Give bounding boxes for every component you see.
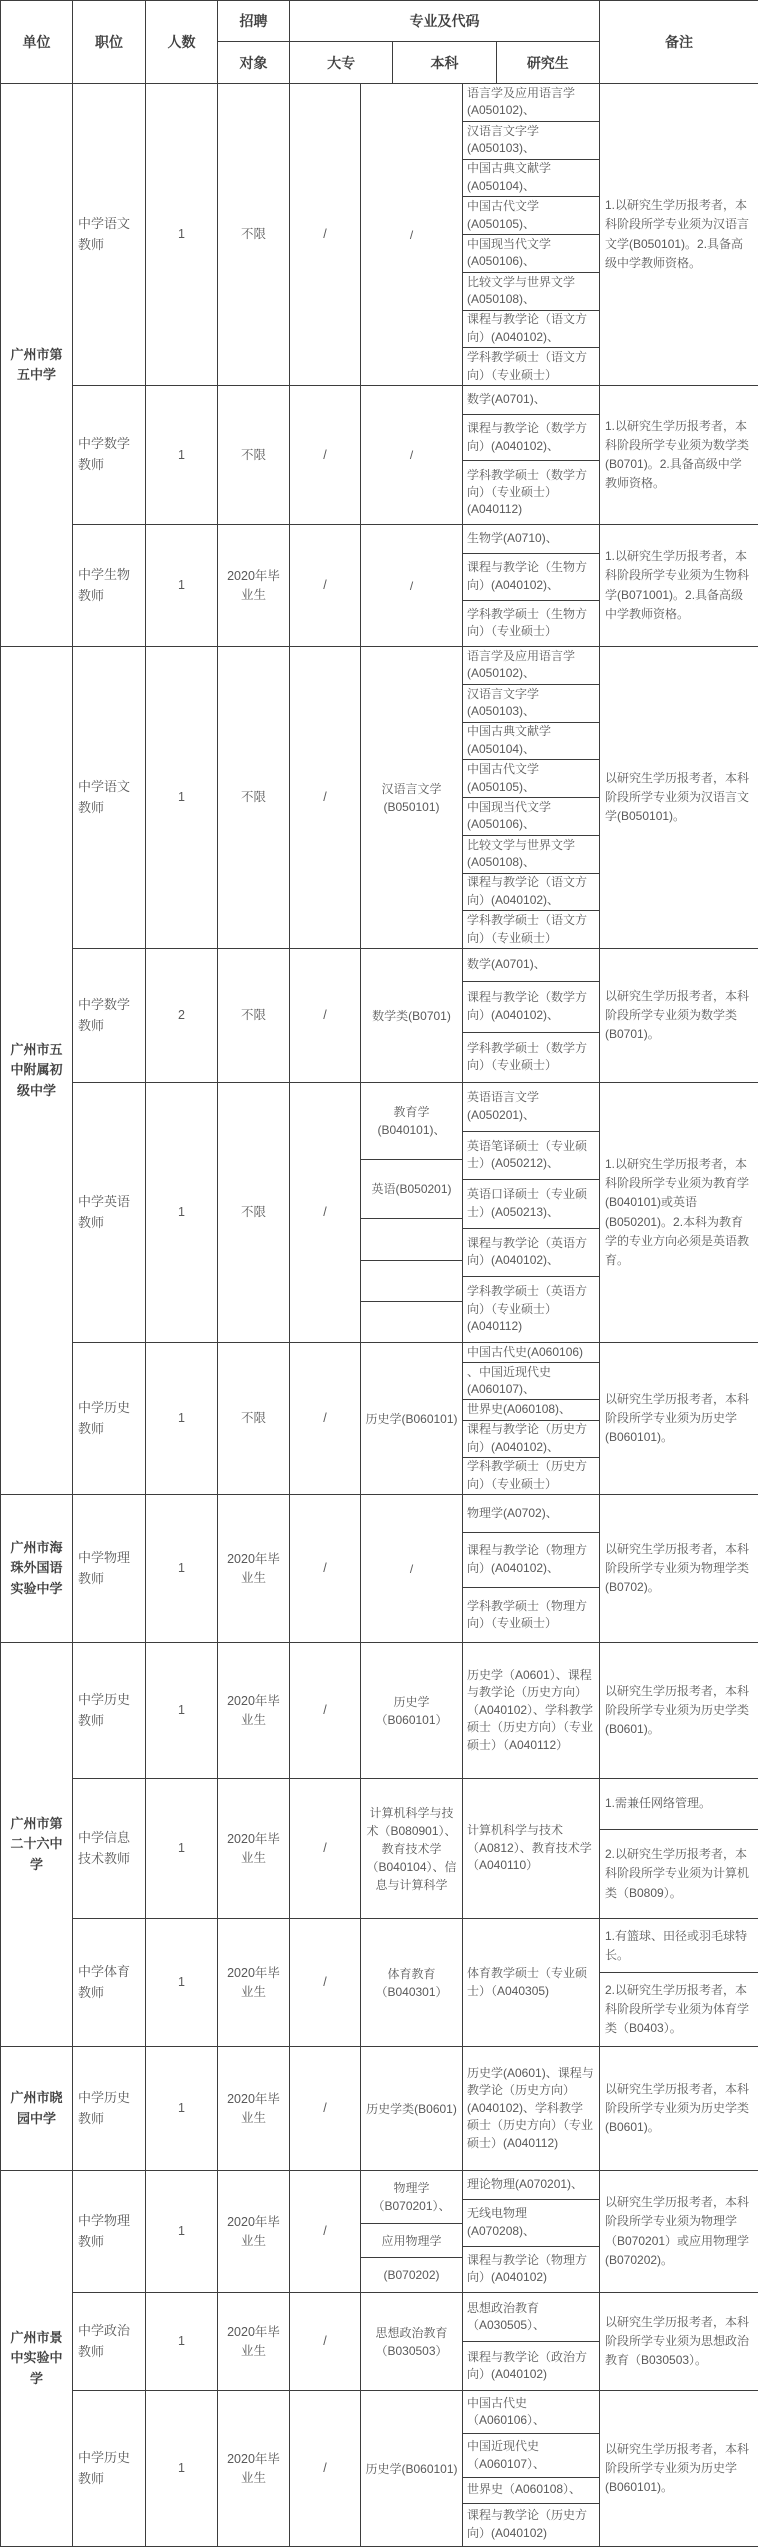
benke-cell <box>361 2293 463 2391</box>
count-cell: 1 <box>146 647 218 949</box>
position-cell: 中学政治教师 <box>73 2293 146 2391</box>
header-unit: 单位 <box>1 1 73 84</box>
count-cell: 1 <box>146 525 218 647</box>
dazhuan-cell: / <box>290 1083 361 1343</box>
yanjiusheng-item: 汉语言文字学(A050103)、 <box>463 122 599 160</box>
remark-item: 1.以研究生学历报考者，本科阶段所学专业须为教育学(B040101)或英语(B050201)。2.本科为教育学的专业方向必须是英语教育。 <box>605 1156 750 1267</box>
benke-cell <box>361 1779 463 1919</box>
yanjiusheng-item: 中国古代文学(A050105)、 <box>463 760 599 798</box>
remark-cell <box>600 949 758 1083</box>
remark-cell <box>600 2391 758 2547</box>
yanjiusheng-cell <box>463 1495 600 1643</box>
yanjiusheng-item: 数学(A0701)、 <box>463 949 599 982</box>
job-row <box>73 2391 758 2547</box>
job-row <box>73 1643 758 1779</box>
benke-cell <box>361 1343 463 1495</box>
target-cell: 不限 <box>218 949 290 1083</box>
job-row <box>73 1083 758 1343</box>
remark-item: 1.以研究生学历报考者，本科阶段所学专业须为数学类(B0701)。2.具备高级中学教师资格。 <box>605 418 750 491</box>
remark-item: 1.以研究生学历报考者，本科阶段所学专业须为生物科学(B071001)。2.具备高级中学教师资格。 <box>605 549 750 621</box>
yanjiusheng-cell <box>463 2047 600 2171</box>
dazhuan-cell: / <box>290 2171 361 2293</box>
remark-cell <box>600 1083 758 1343</box>
dazhuan-cell: / <box>290 2047 361 2171</box>
position-cell: 中学信息技术教师 <box>73 1779 146 1919</box>
position-cell: 中学历史教师 <box>73 2047 146 2171</box>
school-rows <box>73 1643 758 2047</box>
target-cell: 2020年毕业生 <box>218 1495 290 1643</box>
benke-cell <box>361 1919 463 2047</box>
remark-cell <box>600 2047 758 2171</box>
job-row <box>73 525 758 647</box>
dazhuan-cell: / <box>290 2293 361 2391</box>
yanjiusheng-item: 生物学(A0710)、 <box>463 525 599 554</box>
target-cell: 2020年毕业生 <box>218 525 290 647</box>
benke-cell <box>361 525 463 647</box>
target-cell: 2020年毕业生 <box>218 2391 290 2547</box>
yanjiusheng-item: 比较文学与世界文学(A050108)、 <box>463 836 599 874</box>
yanjiusheng-item: 学科教学硕士（数学方向）（专业硕士） <box>467 1040 588 1073</box>
position-cell: 中学数学教师 <box>73 949 146 1083</box>
job-row <box>73 1495 758 1643</box>
benke-item: 历史学(B060101) <box>365 2461 458 2476</box>
yanjiusheng-item: 课程与教学论（数学方向）(A040102)、 <box>463 415 599 461</box>
yanjiusheng-cell <box>463 386 600 525</box>
count-cell: 1 <box>146 1083 218 1343</box>
benke-cell <box>361 84 463 386</box>
header-major-group <box>290 1 600 84</box>
yanjiusheng-cell <box>463 949 600 1083</box>
unit-cell: 广州市海珠外国语实验中学 <box>1 1495 73 1643</box>
header-recruit-target: 对象 <box>218 42 290 84</box>
target-cell: 2020年毕业生 <box>218 1643 290 1779</box>
remark-cell <box>600 1919 758 2047</box>
job-row <box>73 2047 758 2171</box>
benke-cell <box>361 2391 463 2547</box>
yanjiusheng-cell <box>463 1343 600 1495</box>
remark-item: 以研究生学历报考者，本科阶段所学专业须为汉语言文学(B050101)。 <box>605 770 750 824</box>
yanjiusheng-item: 课程与教学论（历史方向）(A040102) <box>467 2508 588 2540</box>
yanjiusheng-item: 体育教学硕士（专业硕士）（A040305) <box>467 1966 588 1998</box>
benke-item <box>361 1261 462 1302</box>
target-cell: 不限 <box>218 647 290 949</box>
remark-cell <box>600 386 758 525</box>
remark-item: 1.以研究生学历报考者，本科阶段所学专业须为汉语言文学(B050101)。2.具备高级中学教师资格。 <box>605 198 750 270</box>
yanjiusheng-item: 中国现当代文学(A050106)、 <box>463 235 599 273</box>
remark-item: 1.有篮球、田径或羽毛球特长。 <box>600 1919 758 1973</box>
yanjiusheng-item: 物理学(A0702)、 <box>463 1495 599 1533</box>
benke-item: 英语(B050201) <box>361 1160 462 1219</box>
header-dazhuan: 大专 <box>290 42 393 84</box>
count-cell: 1 <box>146 84 218 386</box>
yanjiusheng-item: 数学(A0701)、 <box>463 386 599 415</box>
yanjiusheng-item: 课程与教学论（语文方向）(A040102)、 <box>463 874 599 912</box>
yanjiusheng-cell <box>463 1083 600 1343</box>
yanjiusheng-item: 学科教学硕士（数学方向）（专业硕士）(A040112) <box>467 467 588 517</box>
yanjiusheng-item: 汉语言文字学(A050103)、 <box>463 685 599 723</box>
count-cell: 1 <box>146 2391 218 2547</box>
target-cell: 2020年毕业生 <box>218 2293 290 2391</box>
header-position: 职位 <box>73 1 146 84</box>
position-cell: 中学历史教师 <box>73 2391 146 2547</box>
yanjiusheng-item: 课程与教学论（物理方向）(A040102) <box>467 2252 588 2285</box>
yanjiusheng-item: 课程与教学论（政治方向）(A040102) <box>467 2349 588 2381</box>
position-cell: 中学体育教师 <box>73 1919 146 2047</box>
yanjiusheng-cell <box>463 2171 600 2293</box>
benke-cell <box>361 647 463 949</box>
yanjiusheng-item: 课程与教学论（历史方向）(A040102)、 <box>463 1421 599 1458</box>
job-row <box>73 647 758 949</box>
benke-cell <box>361 2171 463 2293</box>
benke-item: / <box>409 1561 414 1576</box>
yanjiusheng-item: 课程与教学论（语文方向）(A040102)、 <box>463 311 599 349</box>
yanjiusheng-cell <box>463 2293 600 2391</box>
benke-item: 数学类(B0701) <box>372 1008 451 1023</box>
count-cell: 1 <box>146 1343 218 1495</box>
position-cell: 中学英语教师 <box>73 1083 146 1343</box>
remark-item: 以研究生学历报考者，本科阶段所学专业须为历史学(B060101)。 <box>605 2441 750 2495</box>
yanjiusheng-cell <box>463 647 600 949</box>
unit-cell: 广州市晓园中学 <box>1 2047 73 2171</box>
benke-item: / <box>409 448 414 462</box>
header-major-sub-row <box>290 42 600 84</box>
remark-cell <box>600 2171 758 2293</box>
school-rows <box>73 647 758 1495</box>
count-cell: 1 <box>146 1779 218 1919</box>
dazhuan-cell: / <box>290 1643 361 1779</box>
dazhuan-cell: / <box>290 1343 361 1495</box>
dazhuan-cell: / <box>290 1779 361 1919</box>
benke-item: 思想政治教育（B030503） <box>375 2325 448 2358</box>
yanjiusheng-item: 思想政治教育（A030505）、 <box>463 2293 599 2342</box>
yanjiusheng-item: 课程与教学论（生物方向）(A040102)、 <box>463 554 599 600</box>
header-major-and-code: 专业及代码 <box>290 1 600 42</box>
school-rows <box>73 2047 758 2171</box>
table-body <box>1 84 758 2547</box>
dazhuan-cell: / <box>290 1919 361 2047</box>
yanjiusheng-item: 英语语言文学(A050201)、 <box>463 1083 599 1132</box>
count-cell: 1 <box>146 2047 218 2171</box>
dazhuan-cell: / <box>290 1495 361 1643</box>
yanjiusheng-item: 世界史(A060108)、 <box>463 1400 599 1420</box>
school-rows <box>73 2171 758 2547</box>
remark-cell <box>600 2293 758 2391</box>
benke-cell <box>361 949 463 1083</box>
dazhuan-cell: / <box>290 84 361 386</box>
benke-item: 体育教育（B040301） <box>375 1966 448 1999</box>
dazhuan-cell: / <box>290 386 361 525</box>
target-cell: 不限 <box>218 1083 290 1343</box>
benke-item: / <box>409 227 414 242</box>
benke-item <box>361 1302 462 1342</box>
benke-cell <box>361 386 463 525</box>
benke-cell <box>361 1643 463 1779</box>
yanjiusheng-item: 课程与教学论（英语方向）(A040102)、 <box>463 1229 599 1278</box>
dazhuan-cell: / <box>290 525 361 647</box>
yanjiusheng-cell <box>463 1643 600 1779</box>
count-cell: 1 <box>146 2293 218 2391</box>
count-cell: 1 <box>146 1919 218 2047</box>
job-row <box>73 2171 758 2293</box>
school-block <box>1 1643 758 2047</box>
benke-item: 历史学（B060101） <box>375 1694 448 1727</box>
remark-item: 以研究生学历报考者，本科阶段所学专业须为历史学(B060101)。 <box>605 1391 750 1445</box>
yanjiusheng-item: 语言学及应用语言学(A050102)、 <box>463 84 599 122</box>
school-block <box>1 2171 758 2547</box>
target-cell: 不限 <box>218 386 290 525</box>
dazhuan-cell: / <box>290 2391 361 2547</box>
yanjiusheng-item: 中国古典文献学(A050104)、 <box>463 723 599 761</box>
header-benke: 本科 <box>393 42 496 84</box>
school-rows <box>73 1495 758 1643</box>
target-cell: 2020年毕业生 <box>218 1779 290 1919</box>
job-row <box>73 386 758 525</box>
school-rows <box>73 84 758 647</box>
remark-cell <box>600 84 758 386</box>
yanjiusheng-cell <box>463 84 600 386</box>
dazhuan-cell: / <box>290 949 361 1083</box>
yanjiusheng-item: 中国古代史(A060106) <box>463 1343 599 1363</box>
position-cell: 中学历史教师 <box>73 1343 146 1495</box>
job-row <box>73 84 758 386</box>
header-count: 人数 <box>146 1 218 84</box>
yanjiusheng-item: 中国近现代史（A060107）、 <box>463 2434 599 2477</box>
yanjiusheng-item: 课程与教学论（物理方向）(A040102)、 <box>463 1533 599 1588</box>
yanjiusheng-item: 课程与教学论（数学方向）(A040102)、 <box>463 982 599 1032</box>
job-row <box>73 1779 758 1919</box>
school-block <box>1 84 758 647</box>
yanjiusheng-item: 比较文学与世界文学(A050108)、 <box>463 273 599 311</box>
yanjiusheng-item: 历史学（A0601）、课程与教学论（历史方向）（A040102）、学科教学硕士（历史方向）（专业硕士）（A040112） <box>467 1668 594 1752</box>
benke-item: 物理学（B070201）、 <box>361 2171 462 2224</box>
yanjiusheng-cell <box>463 1779 600 1919</box>
count-cell: 1 <box>146 1643 218 1779</box>
unit-cell: 广州市第五中学 <box>1 84 73 647</box>
remark-item: 2.以研究生学历报考者，本科阶段所学专业须为计算机类（B0809）。 <box>605 1847 750 1900</box>
yanjiusheng-item: 理论物理(A070201)、 <box>463 2171 599 2200</box>
benke-item: 应用物理学 <box>361 2224 462 2259</box>
position-cell: 中学语文教师 <box>73 647 146 949</box>
yanjiusheng-item: 中国古代文学(A050105)、 <box>463 197 599 235</box>
remark-item: 以研究生学历报考者，本科阶段所学专业须为物理学类(B0702)。 <box>605 1541 750 1595</box>
unit-cell: 广州市景中实验中学 <box>1 2171 73 2547</box>
dazhuan-cell: / <box>290 647 361 949</box>
job-row <box>73 949 758 1083</box>
benke-item: 历史学类(B0601) <box>366 2101 457 2116</box>
benke-cell <box>361 1495 463 1643</box>
position-cell: 中学物理教师 <box>73 2171 146 2293</box>
school-block <box>1 2047 758 2171</box>
yanjiusheng-item: 历史学(A0601)、课程与教学论（历史方向）(A040102)、学科教学硕士（历史方向）（专业硕士）(A040112) <box>467 2066 594 2150</box>
remark-cell <box>600 1779 758 1919</box>
target-cell: 2020年毕业生 <box>218 2047 290 2171</box>
count-cell: 1 <box>146 1495 218 1643</box>
remark-item: 以研究生学历报考者，本科阶段所学专业须为数学类(B0701)。 <box>605 988 750 1042</box>
position-cell: 中学历史教师 <box>73 1643 146 1779</box>
header-remark: 备注 <box>600 1 758 84</box>
count-cell: 1 <box>146 2171 218 2293</box>
benke-item: 计算机科学与技术（B080901）、教育技术学（B040104）、信息与计算科学 <box>366 1805 457 1892</box>
table-header <box>1 1 758 84</box>
yanjiusheng-item: 计算机科学与技术（A0812）、教育技术学（A040110） <box>467 1823 592 1873</box>
yanjiusheng-item: 学科教学硕士（英语方向）（专业硕士）(A040112) <box>467 1284 588 1334</box>
remark-cell <box>600 1643 758 1779</box>
remark-cell <box>600 647 758 949</box>
school-block <box>1 1495 758 1643</box>
benke-item: / <box>409 578 414 593</box>
position-cell: 中学生物教师 <box>73 525 146 647</box>
remark-item: 以研究生学历报考者，本科阶段所学专业须为历史学类(B0601)。 <box>605 1683 750 1737</box>
benke-cell <box>361 1083 463 1343</box>
yanjiusheng-item: 英语口译硕士（专业硕士）(A050213)、 <box>463 1180 599 1229</box>
remark-cell <box>600 1343 758 1495</box>
yanjiusheng-cell <box>463 1919 600 2047</box>
remark-item: 2.以研究生学历报考者，本科阶段所学专业须为体育学类（B0403）。 <box>605 1982 750 2036</box>
yanjiusheng-item: 世界史（A060108）、 <box>463 2478 599 2504</box>
benke-item: 历史学(B060101) <box>365 1411 458 1426</box>
remark-item: 以研究生学历报考者，本科阶段所学专业须为物理学（B070201）或应用物理学(B070202)。 <box>605 2195 750 2267</box>
job-row <box>73 2293 758 2391</box>
count-cell: 1 <box>146 386 218 525</box>
job-row <box>73 1343 758 1495</box>
target-cell: 不限 <box>218 1343 290 1495</box>
benke-item: 汉语言文学(B050101) <box>381 781 442 814</box>
remark-cell <box>600 525 758 647</box>
yanjiusheng-item: 中国古典文献学(A050104)、 <box>463 160 599 198</box>
yanjiusheng-cell <box>463 525 600 647</box>
count-cell: 2 <box>146 949 218 1083</box>
header-recruit: 招聘 <box>218 1 290 42</box>
unit-cell: 广州市五中附属初级中学 <box>1 647 73 1495</box>
yanjiusheng-item: 学科教学硕士（语文方向）（专业硕士） <box>467 913 588 945</box>
benke-item: 教育学(B040101)、 <box>361 1083 462 1160</box>
target-cell: 2020年毕业生 <box>218 2171 290 2293</box>
benke-item: (B070202) <box>383 2268 440 2283</box>
header-recruit-target-group <box>218 1 290 84</box>
yanjiusheng-item: 学科教学硕士（历史方向）（专业硕士） <box>467 1459 588 1491</box>
yanjiusheng-item: 学科教学硕士（语文方向）（专业硕士） <box>467 350 588 382</box>
yanjiusheng-item: 中国古代史（A060106）、 <box>463 2391 599 2434</box>
remark-item: 1.需兼任网络管理。 <box>600 1779 758 1830</box>
position-cell: 中学数学教师 <box>73 386 146 525</box>
position-cell: 中学语文教师 <box>73 84 146 386</box>
yanjiusheng-item: 英语笔译硕士（专业硕士）(A050212)、 <box>463 1132 599 1181</box>
benke-item <box>361 1219 462 1260</box>
school-block <box>1 647 758 1495</box>
benke-cell <box>361 2047 463 2171</box>
yanjiusheng-cell <box>463 2391 600 2547</box>
header-yanjiusheng: 研究生 <box>497 42 600 84</box>
yanjiusheng-item: 语言学及应用语言学(A050102)、 <box>463 647 599 685</box>
remark-item: 以研究生学历报考者，本科阶段所学专业须为历史学类(B0601)。 <box>605 2081 750 2135</box>
yanjiusheng-item: 学科教学硕士（物理方向）（专业硕士） <box>467 1598 588 1630</box>
target-cell: 不限 <box>218 84 290 386</box>
job-row <box>73 1919 758 2047</box>
remark-item: 以研究生学历报考者，本科阶段所学专业须为思想政治教育（B030503）。 <box>605 2314 750 2368</box>
yanjiusheng-item: 无线电物理(A070208)、 <box>463 2200 599 2246</box>
unit-cell: 广州市第二十六中学 <box>1 1643 73 2047</box>
yanjiusheng-item: 、中国近现代史(A060107)、 <box>463 1363 599 1400</box>
yanjiusheng-item: 学科教学硕士（生物方向）（专业硕士） <box>467 606 588 639</box>
target-cell: 2020年毕业生 <box>218 1919 290 2047</box>
position-cell: 中学物理教师 <box>73 1495 146 1643</box>
yanjiusheng-item: 中国现当代文学(A050106)、 <box>463 798 599 836</box>
remark-cell <box>600 1495 758 1643</box>
